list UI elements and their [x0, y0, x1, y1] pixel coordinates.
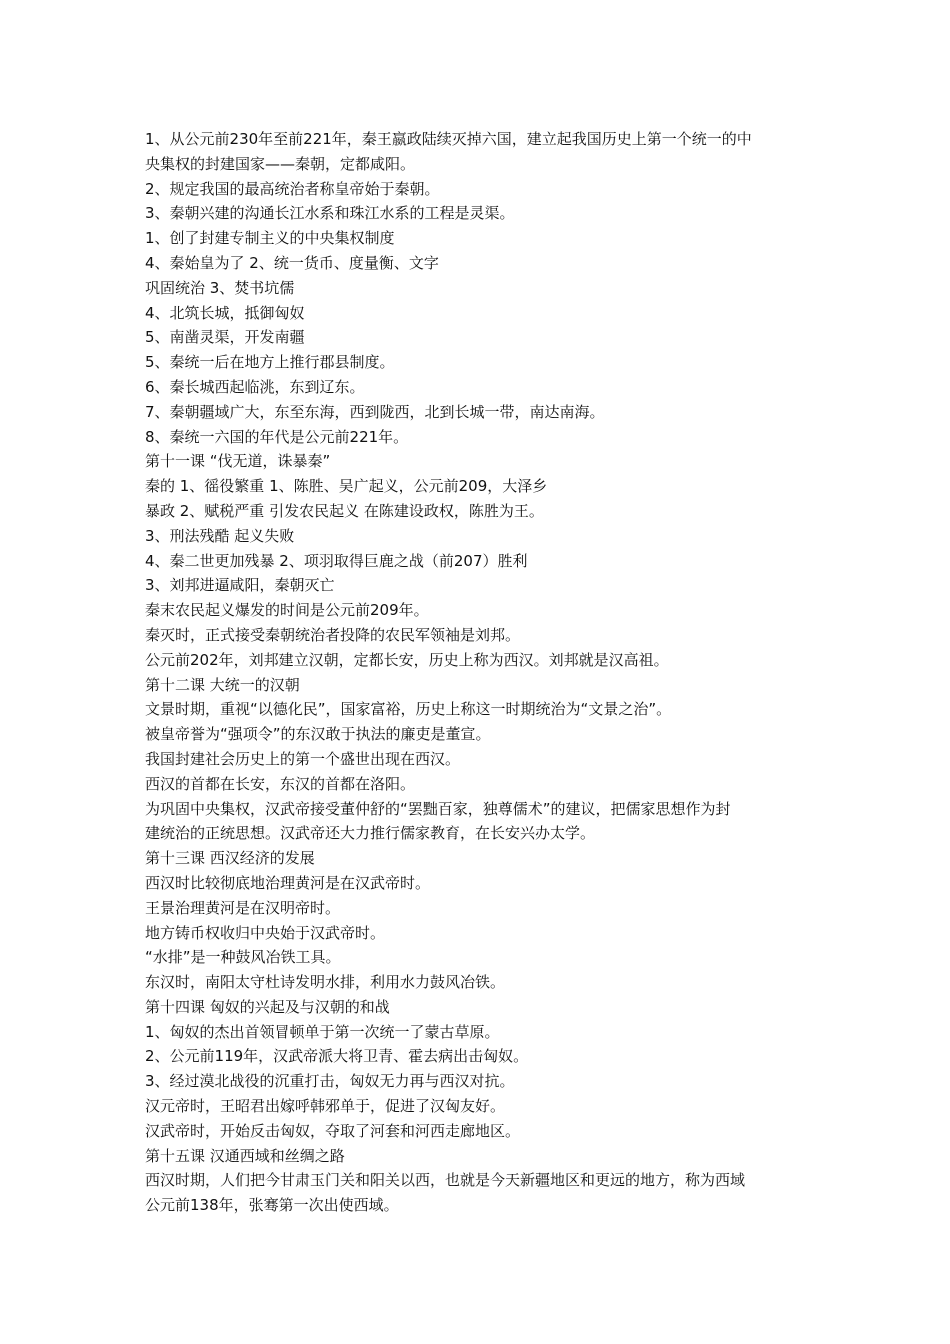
text-line: 3、刑法残酷 起义失败	[145, 526, 295, 545]
text-line: 东汉时，南阳太守杜诗发明水排，利用水力鼓风冶铁。	[145, 973, 506, 992]
text-line: 秦灭时，正式接受秦朝统治者投降的农民军领袖是刘邦。	[145, 625, 521, 644]
text-line: 3、刘邦进逼咸阳，秦朝灭亡	[145, 576, 335, 595]
text-line: 4、北筑长城，抵御匈奴	[145, 303, 305, 322]
text-line: 3、经过漠北战役的沉重打击，匈奴无力再与西汉对抗。	[145, 1072, 515, 1091]
text-line: 王景治理黄河是在汉明帝时。	[145, 898, 341, 917]
text-line: 第十五课 汉通西域和丝绸之路	[145, 1146, 345, 1165]
text-line: 4、秦始皇为了 2、统一货币、度量衡、文字	[145, 253, 439, 272]
text-line: 5、秦统一后在地方上推行郡县制度。	[145, 353, 395, 372]
text-line: 公元前202年，刘邦建立汉朝，定都长安，历史上称为西汉。刘邦就是汉高祖。	[145, 650, 669, 669]
text-line: 巩固统治 3、焚书坑儒	[145, 278, 295, 297]
text-line: 西汉的首都在长安，东汉的首都在洛阳。	[145, 774, 416, 793]
text-line: 地方铸币权收归中央始于汉武帝时。	[145, 923, 386, 942]
text-line: 4、秦二世更加残暴 2、项羽取得巨鹿之战（前207）胜利	[145, 551, 528, 570]
text-line: 8、秦统一六国的年代是公元前221年。	[145, 427, 409, 446]
text-line: 3、秦朝兴建的沟通长江水系和珠江水系的工程是灵渠。	[145, 204, 515, 223]
text-line: 6、秦长城西起临洮，东到辽东。	[145, 377, 365, 396]
text-line: 7、秦朝疆域广大，东至东海，西到陇西，北到长城一带，南达南海。	[145, 402, 605, 421]
text-line: 第十三课 西汉经济的发展	[145, 849, 315, 868]
text-line: “水排”是一种鼓风冶铁工具。	[145, 948, 341, 967]
text-line: 我国封建社会历史上的第一个盛世出现在西汉。	[145, 749, 461, 768]
text-line: 秦末农民起义爆发的时间是公元前209年。	[145, 601, 429, 620]
text-line: 2、规定我国的最高统治者称皇帝始于秦朝。	[145, 179, 440, 198]
text-line: 第十二课 大统一的汉朝	[145, 675, 300, 694]
text-line: 1、从公元前230年至前221年，秦王嬴政陆续灭掉六国，建立起我国历史上第一个统一的中	[145, 130, 752, 148]
text-line: 汉元帝时，王昭君出嫁呼韩邪单于，促进了汉匈友好。	[145, 1097, 506, 1116]
text-line: 第十一课 “伐无道，诛暴秦”	[145, 452, 331, 471]
text-line: 建统治的正统思想。汉武帝还大力推行儒家教育，在长安兴办太学。	[145, 824, 596, 843]
text-line: 汉武帝时，开始反击匈奴，夺取了河套和河西走廊地区。	[145, 1121, 521, 1140]
text-line: 秦的 1、徭役繁重 1、陈胜、吴广起义，公元前209，大泽乡	[145, 477, 548, 496]
text-line: 被皇帝誉为“强项令”的东汉敢于执法的廉吏是董宣。	[145, 725, 491, 744]
text-line: 1、匈奴的杰出首领冒顿单于第一次统一了蒙古草原。	[145, 1022, 500, 1041]
text-line: 西汉时期，人们把今甘肃玉门关和阳关以西，也就是今天新疆地区和更远的地方，称为西域	[145, 1171, 746, 1190]
text-line: 2、公元前119年，汉武帝派大将卫青、霍去病出击匈奴。	[145, 1047, 529, 1066]
text-line: 1、创了封建专制主义的中央集权制度	[145, 229, 395, 248]
document-page	[145, 127, 815, 1218]
text-line: 第十四课 匈奴的兴起及与汉朝的和战	[145, 997, 390, 1016]
text-line: 暴政 2、赋税严重 引发农民起义 在陈建设政权，陈胜为王。	[145, 501, 544, 520]
text-line: 为巩固中央集权，汉武帝接受董仲舒的“罢黜百家，独尊儒术”的建议，把儒家思想作为封	[145, 799, 731, 818]
text-line: 文景时期，重视“以德化民”，国家富裕，历史上称这一时期统治为“文景之治”。	[145, 700, 672, 719]
text-line: 5、南凿灵渠，开发南疆	[145, 328, 305, 347]
text-line: 央集权的封建国家——秦朝，定都咸阳。	[145, 154, 416, 173]
text-line: 公元前138年，张骞第一次出使西域。	[145, 1196, 399, 1215]
text-line: 西汉时比较彻底地治理黄河是在汉武帝时。	[145, 873, 431, 892]
